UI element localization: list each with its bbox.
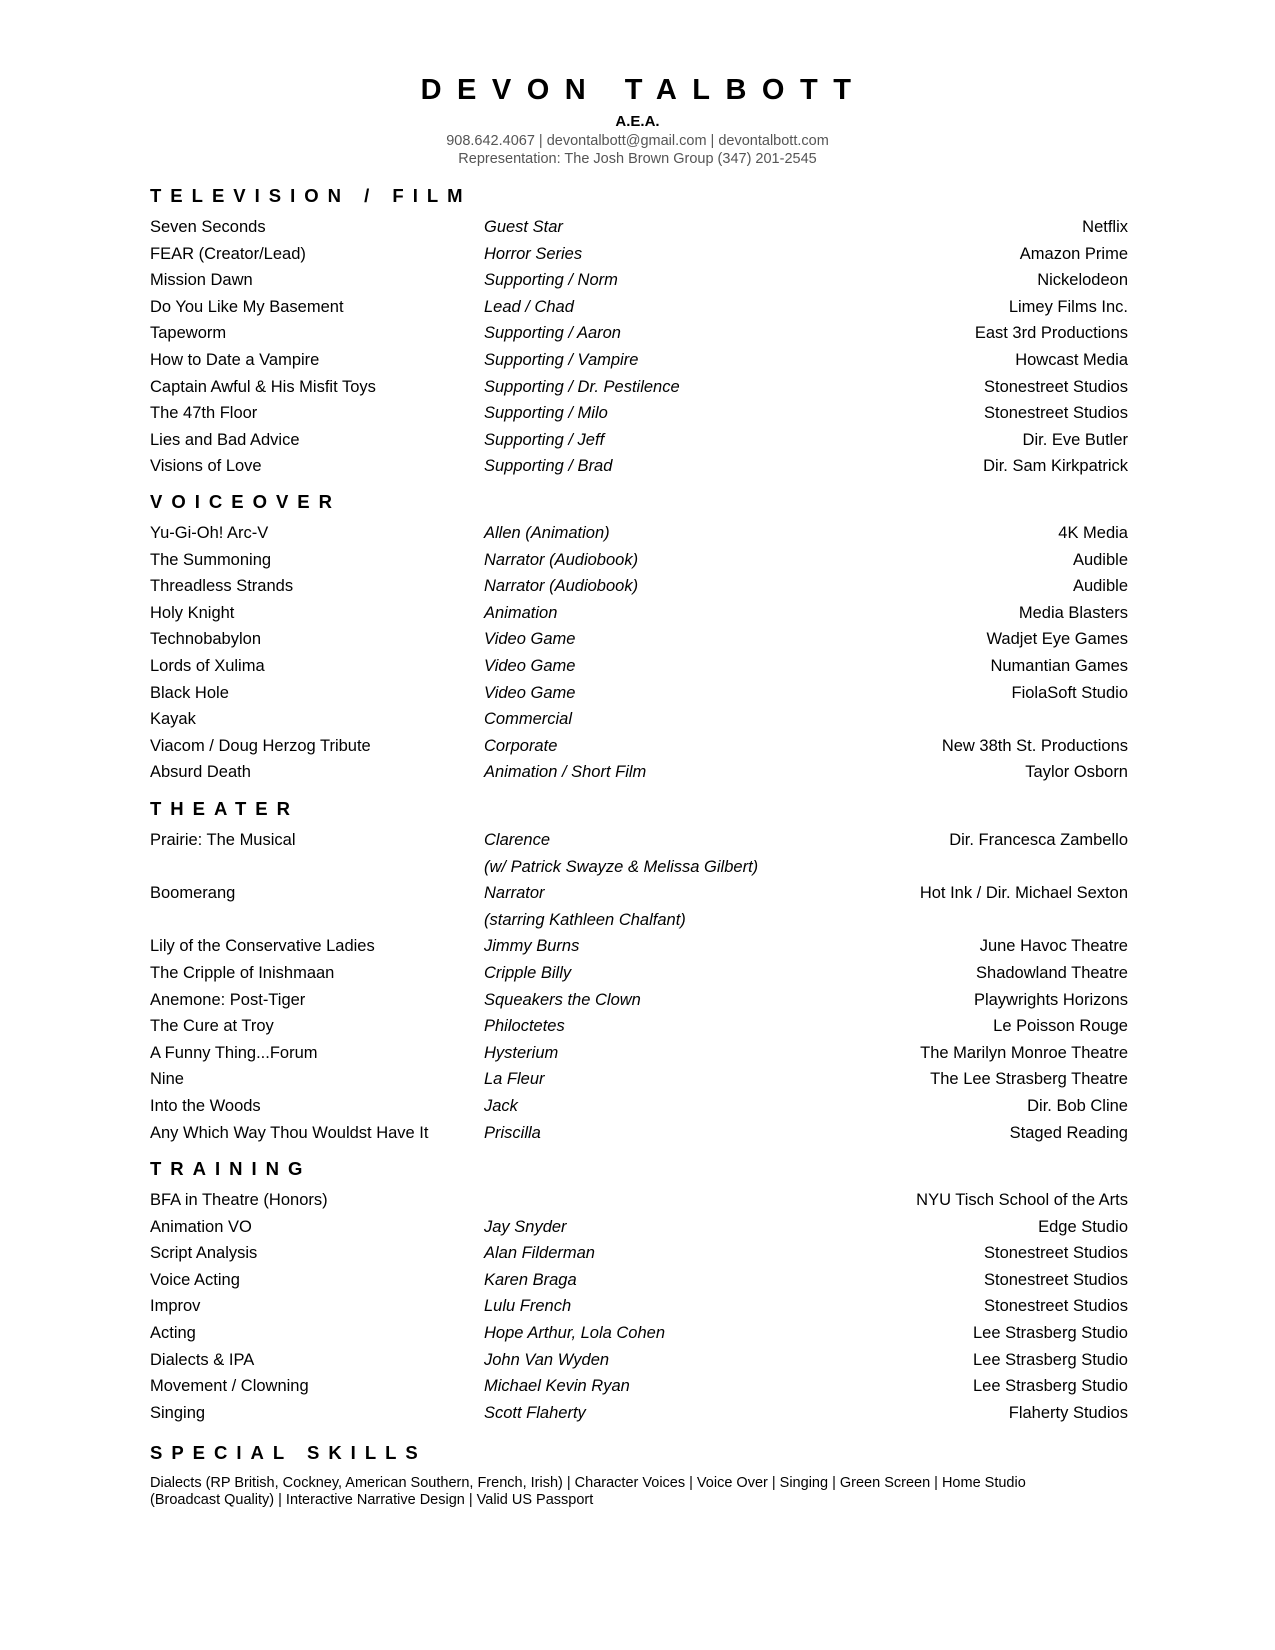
- credit-row: [150, 600, 1128, 627]
- credit-venue: Stonestreet Studios: [983, 404, 1128, 423]
- credit-list: [150, 214, 1128, 480]
- credit-row: [150, 453, 1128, 480]
- credit-venue: Audible: [1072, 550, 1128, 569]
- credit-venue: Playwrights Horizons: [973, 990, 1128, 1009]
- credit-title: Lily of the Conservative Ladies: [150, 937, 375, 956]
- credit-role: Jack: [484, 1096, 518, 1115]
- credit-role: (starring Kathleen Chalfant): [484, 910, 686, 929]
- section-voiceover: [150, 490, 1128, 786]
- credit-title: Viacom / Doug Herzog Tribute: [150, 736, 371, 755]
- credit-row: [150, 320, 1128, 347]
- credit-title: The Cripple of Inishmaan: [150, 963, 335, 982]
- credit-role: Supporting / Brad: [484, 457, 613, 476]
- credit-venue: Flaherty Studios: [1008, 1403, 1128, 1422]
- representation-line: Representation: The Josh Brown Group (347) 201-2545: [458, 151, 817, 167]
- credit-title: Voice Acting: [150, 1270, 240, 1289]
- credit-role: Supporting / Milo: [484, 404, 608, 423]
- credit-venue: Dir. Francesca Zambello: [949, 831, 1128, 849]
- credit-title: BFA in Theatre (Honors): [150, 1191, 328, 1209]
- union-affiliation: A.E.A.: [615, 113, 660, 130]
- credit-venue: Lee Strasberg Studio: [972, 1377, 1128, 1396]
- credit-row: [150, 573, 1128, 600]
- credit-title: Dialects & IPA: [150, 1350, 255, 1369]
- credit-title: Nine: [150, 1070, 184, 1089]
- credit-title: Absurd Death: [150, 763, 251, 782]
- credit-title: Animation VO: [150, 1217, 252, 1236]
- credit-role: Supporting / Vampire: [484, 350, 639, 369]
- credit-title: Movement / Clowning: [150, 1377, 309, 1396]
- contact-line: 908.642.4067 | devontalbott@gmail.com | devontalbott.com: [446, 133, 829, 149]
- credit-title: The Summoning: [150, 550, 272, 569]
- credit-venue: Lee Strasberg Studio: [972, 1323, 1128, 1342]
- credit-row: [150, 1347, 1128, 1374]
- credit-venue: Nickelodeon: [1037, 271, 1128, 290]
- resume-header: [0, 72, 1275, 168]
- section-title: TELEVISION / FILM: [150, 185, 472, 206]
- credit-title: How to Date a Vampire: [150, 350, 320, 369]
- credit-venue: Howcast Media: [1015, 350, 1128, 369]
- credit-title: Lords of Xulima: [150, 656, 265, 675]
- credit-role: Video Game: [484, 656, 576, 675]
- credit-title: Acting: [150, 1323, 196, 1342]
- credit-row: [150, 1240, 1128, 1267]
- credit-row: [150, 214, 1128, 241]
- credit-role: Lulu French: [484, 1297, 572, 1316]
- credit-row: [150, 907, 1128, 934]
- credit-row: [150, 933, 1128, 960]
- credit-row: [150, 1267, 1128, 1294]
- credit-venue: The Marilyn Monroe Theatre: [920, 1043, 1128, 1062]
- credit-venue: NYU Tisch School of the Arts: [916, 1191, 1128, 1209]
- actor-name: DEVON TALBOTT: [420, 74, 867, 106]
- credit-row: [150, 1293, 1128, 1320]
- credit-title: Yu-Gi-Oh! Arc-V: [150, 524, 269, 542]
- credit-title: Do You Like My Basement: [150, 297, 344, 316]
- credit-venue: New 38th St. Productions: [941, 736, 1128, 755]
- credit-title: Anemone: Post-Tiger: [150, 990, 306, 1009]
- credit-role: Guest Star: [484, 218, 563, 236]
- credit-row: [150, 827, 1128, 854]
- credit-title: FEAR (Creator/Lead): [150, 244, 306, 263]
- credit-role: Michael Kevin Ryan: [484, 1377, 630, 1396]
- credit-row: [150, 1120, 1128, 1147]
- credit-venue: Taylor Osborn: [1025, 763, 1128, 782]
- credit-role: Hope Arthur, Lola Cohen: [484, 1323, 666, 1342]
- credit-row: [150, 1093, 1128, 1120]
- credit-role: Cripple Billy: [484, 963, 572, 982]
- credit-venue: Media Blasters: [1018, 603, 1128, 622]
- credit-role: Allen (Animation): [484, 524, 610, 542]
- credit-role: La Fleur: [484, 1070, 545, 1089]
- credit-venue: Limey Films Inc.: [1008, 297, 1128, 316]
- credit-role: Narrator (Audiobook): [484, 577, 639, 596]
- credit-title: Prairie: The Musical: [150, 831, 296, 849]
- credit-row: [150, 1320, 1128, 1347]
- credit-row: [150, 1066, 1128, 1093]
- credit-role: Supporting / Jeff: [484, 430, 605, 449]
- credit-venue: East 3rd Productions: [974, 324, 1128, 343]
- section-television-film: [150, 184, 1128, 480]
- credit-row: [150, 653, 1128, 680]
- credit-role: (w/ Patrick Swayze & Melissa Gilbert): [484, 857, 759, 876]
- credit-venue: Stonestreet Studios: [983, 1297, 1128, 1316]
- credit-role: Corporate: [484, 736, 558, 755]
- credit-role: Karen Braga: [484, 1270, 577, 1289]
- credit-row: [150, 1400, 1128, 1427]
- credit-row: [150, 1040, 1128, 1067]
- credit-venue: June Havoc Theatre: [979, 937, 1128, 956]
- credit-row: [150, 880, 1128, 907]
- section-title: SPECIAL SKILLS: [150, 1442, 427, 1463]
- credit-title: Any Which Way Thou Wouldst Have It: [150, 1123, 429, 1142]
- credit-title: Holy Knight: [150, 603, 235, 622]
- section-theater: [150, 797, 1128, 1146]
- credit-row: [150, 347, 1128, 374]
- credit-title: Visions of Love: [150, 457, 262, 476]
- credit-row: [150, 241, 1128, 268]
- credit-venue: Dir. Bob Cline: [1027, 1096, 1128, 1115]
- credit-role: Animation: [484, 603, 558, 622]
- special-skills-text: Dialects (RP British, Cockney, American Southern, French, Irish) | Character Voices | Voice Over | Singing | Green Screen | Home Studio (Broadcast Quality) | Interactive Narrative Design | Valid US Passport: [150, 1475, 1026, 1508]
- credit-title: Lies and Bad Advice: [150, 430, 300, 449]
- credit-row: [150, 294, 1128, 321]
- credit-row: [150, 520, 1128, 547]
- credit-venue: Numantian Games: [990, 656, 1128, 675]
- credit-title: Into the Woods: [150, 1096, 261, 1115]
- credit-row: [150, 960, 1128, 987]
- section-title: VOICEOVER: [150, 491, 341, 512]
- credit-venue: Edge Studio: [1038, 1217, 1128, 1236]
- credit-venue: 4K Media: [1058, 524, 1128, 542]
- credit-title: Tapeworm: [150, 324, 227, 343]
- credit-row: [150, 759, 1128, 786]
- credit-title: Improv: [150, 1297, 201, 1316]
- credit-role: Clarence: [484, 831, 551, 849]
- section-special-skills: [150, 1441, 1128, 1509]
- credit-venue: Stonestreet Studios: [983, 1244, 1128, 1263]
- credit-row: [150, 987, 1128, 1014]
- credit-venue: FiolaSoft Studio: [1011, 683, 1128, 702]
- credit-row: [150, 1187, 1128, 1214]
- credit-role: Supporting / Aaron: [484, 324, 621, 343]
- credit-role: Scott Flaherty: [484, 1403, 586, 1422]
- credit-title: Threadless Strands: [150, 577, 294, 596]
- credit-list: [150, 520, 1128, 786]
- credit-list: [150, 827, 1128, 1146]
- credit-title: Boomerang: [150, 884, 236, 903]
- credit-role: Supporting / Norm: [484, 271, 618, 290]
- credit-row: [150, 733, 1128, 760]
- credit-title: The 47th Floor: [150, 404, 258, 423]
- credit-title: Seven Seconds: [150, 218, 266, 236]
- credit-row: [150, 1373, 1128, 1400]
- section-title: THEATER: [150, 798, 299, 819]
- credit-venue: Staged Reading: [1009, 1123, 1128, 1142]
- credit-role: Commercial: [484, 710, 573, 729]
- credit-row: [150, 1013, 1128, 1040]
- section-title: TRAINING: [150, 1158, 312, 1179]
- credit-title: The Cure at Troy: [150, 1017, 274, 1036]
- credit-row: [150, 626, 1128, 653]
- credit-title: Mission Dawn: [150, 271, 253, 290]
- credit-title: Black Hole: [150, 683, 229, 702]
- credit-role: John Van Wyden: [484, 1350, 610, 1369]
- credit-role: Lead / Chad: [484, 297, 574, 316]
- credit-role: Priscilla: [484, 1123, 541, 1142]
- credit-title: Script Analysis: [150, 1244, 258, 1263]
- credit-venue: Shadowland Theatre: [976, 963, 1128, 982]
- credit-row: [150, 427, 1128, 454]
- credit-venue: Hot Ink / Dir. Michael Sexton: [919, 884, 1128, 903]
- credit-title: A Funny Thing...Forum: [150, 1043, 318, 1062]
- credit-role: Hysterium: [484, 1043, 559, 1062]
- credit-role: Animation / Short Film: [484, 763, 647, 782]
- credit-venue: The Lee Strasberg Theatre: [930, 1070, 1128, 1089]
- credit-role: Alan Filderman: [484, 1244, 595, 1263]
- credit-venue: Stonestreet Studios: [983, 1270, 1128, 1289]
- credit-row: [150, 547, 1128, 574]
- credit-venue: Le Poisson Rouge: [993, 1017, 1128, 1036]
- credit-role: Video Game: [484, 683, 576, 702]
- credit-role: Narrator: [484, 884, 545, 903]
- credit-role: Philoctetes: [484, 1017, 565, 1036]
- credit-row: [150, 267, 1128, 294]
- credit-row: [150, 1214, 1128, 1241]
- credit-list: [150, 1187, 1128, 1426]
- credit-venue: Dir. Sam Kirkpatrick: [983, 457, 1128, 476]
- credit-venue: Audible: [1072, 577, 1128, 596]
- credit-row: [150, 400, 1128, 427]
- credit-row: [150, 374, 1128, 401]
- credit-title: Kayak: [150, 710, 196, 729]
- credit-venue: Dir. Eve Butler: [1022, 430, 1128, 449]
- credit-venue: Amazon Prime: [1019, 244, 1128, 263]
- credit-venue: Wadjet Eye Games: [986, 630, 1128, 649]
- credit-role: Jimmy Burns: [484, 937, 580, 956]
- credit-title: Singing: [150, 1403, 206, 1422]
- credit-venue: Stonestreet Studios: [983, 377, 1128, 396]
- credit-role: Narrator (Audiobook): [484, 550, 639, 569]
- credit-venue: Lee Strasberg Studio: [972, 1350, 1128, 1369]
- credit-role: Squeakers the Clown: [484, 990, 641, 1009]
- credit-row: [150, 680, 1128, 707]
- credit-role: Supporting / Dr. Pestilence: [484, 377, 680, 396]
- credit-title: Captain Awful & His Misfit Toys: [150, 377, 376, 396]
- credit-title: Technobabylon: [150, 630, 262, 649]
- credit-role: Horror Series: [484, 244, 583, 263]
- credit-row: [150, 854, 1128, 881]
- credit-role: Video Game: [484, 630, 576, 649]
- credit-row: [150, 706, 1128, 733]
- credit-venue: Netflix: [1082, 218, 1128, 236]
- section-training: [150, 1157, 1128, 1426]
- credit-role: Jay Snyder: [484, 1217, 567, 1236]
